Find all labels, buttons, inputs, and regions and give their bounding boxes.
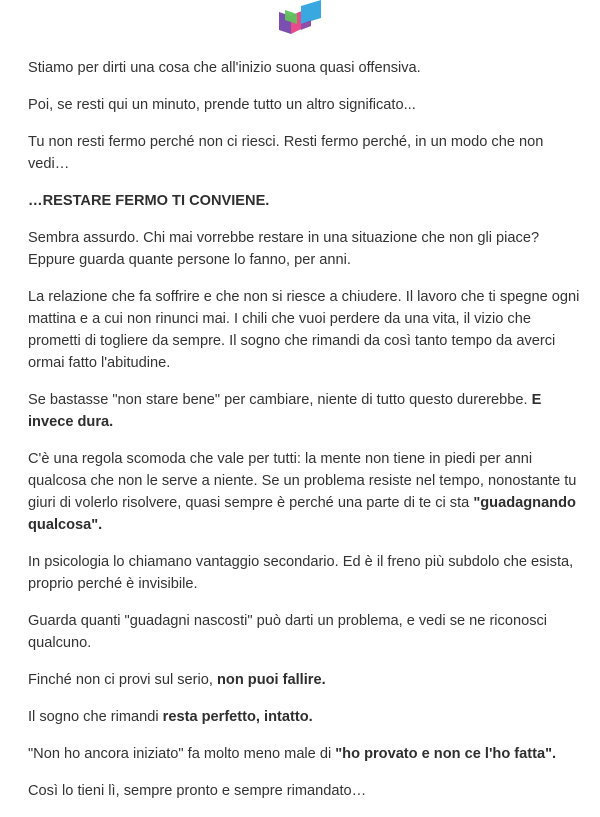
paragraph [28, 389, 584, 433]
paragraph-text: Finché non ci provi sul serio, [28, 672, 217, 688]
paragraph: La relazione che fa soffrire e che non si riesce a chiudere. Il lavoro che ti spegne ogni mattina e a cui non rinunci mai. I chili che vuoi perdere da una vita, il vizio che prometti di togliere da sempre. Il sogno che rimandi da così tanto tempo da averci ormai fatto l'abitudine. [28, 289, 580, 371]
paragraph-text: Se bastasse "non stare bene" per cambiare, niente di tutto questo durerebbe. [28, 392, 532, 408]
bold-text: "ho provato e non ce l'ho fatta". [335, 746, 557, 762]
bold-text: non puoi fallire. [217, 672, 326, 688]
stacked-books-logo-icon [277, 0, 323, 36]
paragraph: Guarda quanti "guadagni nascosti" può darti un problema, e vedi se ne riconosci qualcuno. [28, 613, 548, 651]
paragraph [28, 706, 584, 728]
bold-text: …RESTARE FERMO TI CONVIENE. [28, 193, 270, 209]
paragraph: Tu non resti fermo perché non ci riesci. Resti fermo perché, in un modo che non vedi… [28, 134, 544, 172]
paragraph-text: "Non ho ancora iniziato" fa molto meno male di [28, 746, 336, 762]
bold-text: resta perfetto, intatto. [162, 709, 313, 725]
paragraph: Così lo tieni lì, sempre pronto e sempre rimandato… [28, 783, 367, 799]
paragraph: Stiamo per dirti una cosa che all'inizio suona quasi offensiva. [28, 60, 421, 76]
paragraph-text: C'è una regola scomoda che vale per tutti: la mente non tiene in piedi per anni qualcosa che non le serve a niente. Se un problema resiste nel tempo, nonostante tu giuri di volerlo risolvere, quasi sempre è perché una parte di te ci sta [28, 451, 577, 511]
paragraph: Poi, se resti qui un minuto, prende tutto un altro significato... [28, 97, 416, 113]
paragraph [28, 743, 584, 765]
paragraph: Sembra assurdo. Chi mai vorrebbe restare in una situazione che non gli piace? Eppure guarda quante persone lo fanno, per anni. [28, 230, 540, 268]
paragraph-text: Il sogno che rimandi [28, 709, 163, 725]
article-body [28, 57, 584, 817]
bold-text: E invece dura. [28, 392, 542, 430]
bold-text: "guadagnando qualcosa". [28, 495, 576, 533]
paragraph: In psicologia lo chiamano vantaggio secondario. Ed è il freno più subdolo che esista, proprio perché è invisibile. [28, 554, 574, 592]
paragraph-heading [28, 190, 584, 212]
paragraph [28, 448, 584, 536]
paragraph [28, 669, 584, 691]
